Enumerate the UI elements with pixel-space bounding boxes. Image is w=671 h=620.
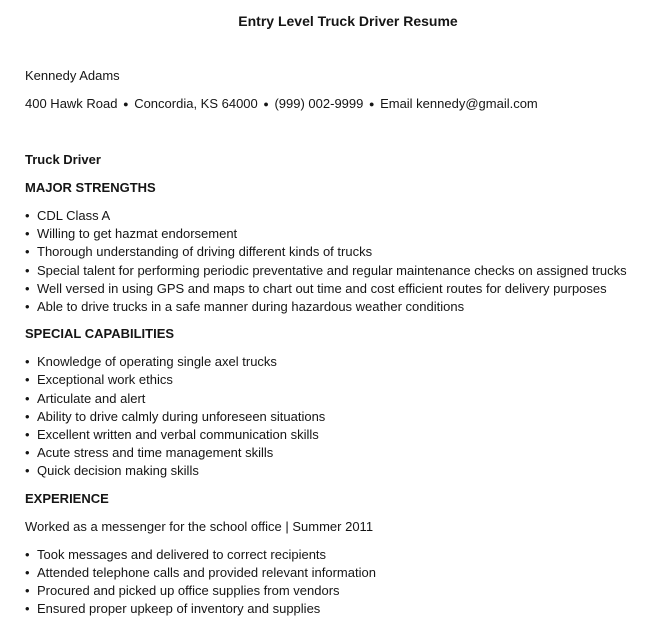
list-item bbox=[25, 353, 671, 371]
list-item-text: Able to drive trucks in a safe manner during hazardous weather conditions bbox=[37, 299, 465, 315]
bullet-icon: • bbox=[25, 546, 30, 562]
section-heading-major-strengths: MAJOR STRENGTHS bbox=[25, 180, 156, 195]
separator-dot-icon: ● bbox=[123, 99, 129, 109]
contact-address: 400 Hawk Road bbox=[25, 96, 118, 111]
list-item bbox=[25, 225, 671, 243]
list-item bbox=[25, 207, 671, 225]
list-item-text: Quick decision making skills bbox=[37, 463, 199, 479]
candidate-name: Kennedy Adams bbox=[25, 68, 120, 83]
list-item bbox=[25, 371, 671, 389]
list-item-text: Willing to get hazmat endorsement bbox=[37, 226, 238, 242]
bullet-icon: • bbox=[25, 354, 30, 370]
list-item bbox=[25, 546, 671, 564]
list-item bbox=[25, 408, 671, 426]
bullet-icon: • bbox=[25, 427, 30, 443]
bullet-icon: • bbox=[25, 408, 30, 424]
list-item-text: CDL Class A bbox=[37, 208, 111, 223]
list-item bbox=[25, 564, 671, 582]
list-item-text: Well versed in using GPS and maps to chart out time and cost efficient routes for delivery purposes bbox=[37, 280, 607, 296]
experience-intro: Worked as a messenger for the school office | Summer 2011 bbox=[25, 518, 374, 534]
list-item-text: Articulate and alert bbox=[37, 390, 146, 406]
experience-list bbox=[25, 546, 671, 619]
list-item-text: Exceptional work ethics bbox=[37, 372, 173, 388]
major-strengths-list bbox=[25, 207, 671, 316]
bullet-icon: • bbox=[25, 299, 30, 315]
bullet-icon: • bbox=[25, 445, 30, 461]
list-item-text: Ensured proper upkeep of inventory and supplies bbox=[37, 601, 321, 617]
list-item-text: Excellent written and verbal communication skills bbox=[37, 427, 319, 443]
list-item-text: Thorough understanding of driving different kinds of trucks bbox=[37, 244, 373, 260]
job-title: Truck Driver bbox=[25, 152, 101, 167]
list-item bbox=[25, 600, 671, 618]
list-item-text: Took messages and delivered to correct recipients bbox=[37, 546, 327, 562]
section-heading-experience: EXPERIENCE bbox=[25, 490, 109, 506]
list-item bbox=[25, 280, 671, 298]
bullet-icon: • bbox=[25, 463, 30, 479]
separator-dot-icon: ● bbox=[263, 99, 269, 109]
list-item bbox=[25, 243, 671, 261]
bullet-icon: • bbox=[25, 226, 30, 242]
list-item-text: Knowledge of operating single axel trucks bbox=[37, 354, 277, 370]
section-heading-special-capabilities: SPECIAL CAPABILITIES bbox=[25, 326, 175, 342]
bullet-icon: • bbox=[25, 262, 30, 278]
list-item bbox=[25, 426, 671, 444]
document-title: Entry Level Truck Driver Resume bbox=[238, 13, 458, 29]
list-item-text: Ability to drive calmly during unforeseen situations bbox=[37, 408, 326, 424]
list-item-text: Acute stress and time management skills bbox=[37, 445, 274, 461]
separator-dot-icon: ● bbox=[369, 99, 375, 109]
list-item bbox=[25, 390, 671, 408]
bullet-icon: • bbox=[25, 208, 30, 223]
list-item-text: Procured and picked up office supplies from vendors bbox=[37, 583, 340, 599]
bullet-icon: • bbox=[25, 564, 30, 580]
bullet-icon: • bbox=[25, 372, 30, 388]
list-item bbox=[25, 582, 671, 600]
list-item bbox=[25, 462, 671, 480]
contact-phone: (999) 002-9999 bbox=[274, 96, 364, 111]
list-item bbox=[25, 444, 671, 462]
bullet-icon: • bbox=[25, 244, 30, 260]
bullet-icon: • bbox=[25, 390, 30, 406]
contact-email: Email kennedy@gmail.com bbox=[380, 96, 538, 111]
contact-city: Concordia, KS 64000 bbox=[134, 96, 258, 111]
list-item bbox=[25, 298, 671, 316]
list-item-text: Attended telephone calls and provided relevant information bbox=[37, 564, 376, 580]
list-item-text: Special talent for performing periodic preventative and regular maintenance checks on assigned trucks bbox=[37, 262, 627, 278]
bullet-icon: • bbox=[25, 601, 30, 617]
contact-line bbox=[25, 95, 671, 113]
bullet-icon: • bbox=[25, 280, 30, 296]
bullet-icon: • bbox=[25, 583, 30, 599]
list-item bbox=[25, 262, 671, 280]
special-capabilities-list bbox=[25, 353, 671, 480]
